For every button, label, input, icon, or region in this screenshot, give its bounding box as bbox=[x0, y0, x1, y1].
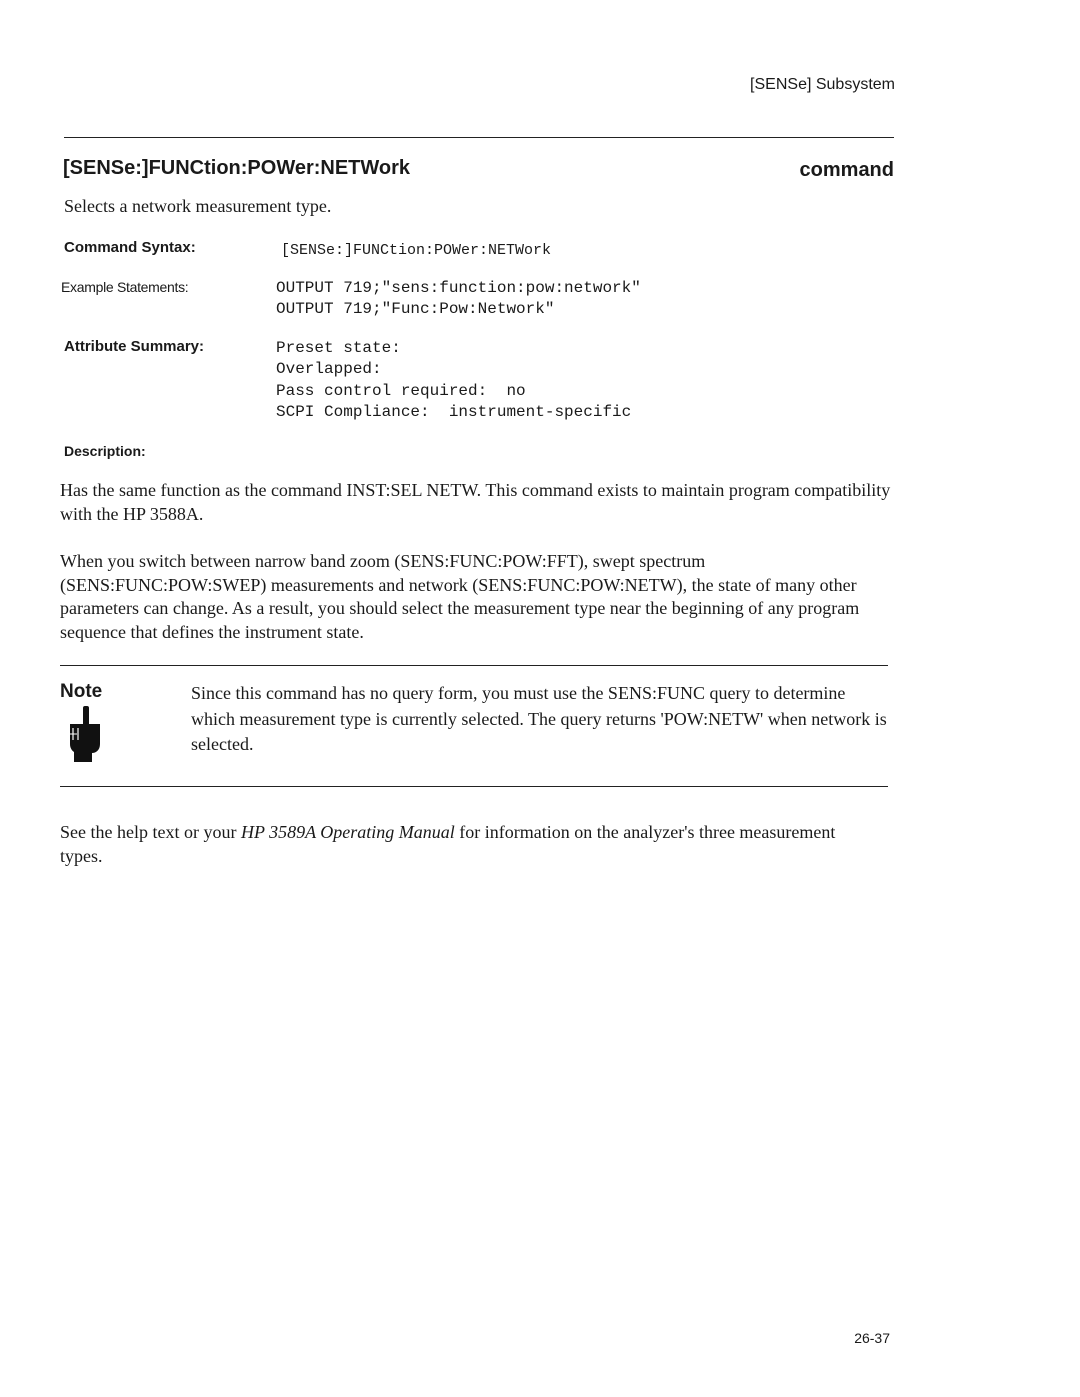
examples-label: Example Statements: bbox=[61, 279, 189, 295]
description-paragraph-1: Has the same function as the command INST:SEL NETW. This command exists to maintain program compatibility with the HP 3588A. bbox=[60, 480, 891, 524]
note-top-rule bbox=[60, 665, 888, 666]
command-summary: Selects a network measurement type. bbox=[64, 196, 332, 216]
attributes-label: Attribute Summary: bbox=[64, 338, 205, 355]
note-bottom-rule bbox=[60, 786, 888, 787]
note-label: Note bbox=[60, 681, 103, 702]
see-also-before: See the help text or your bbox=[60, 822, 241, 842]
syntax-value: [SENSe:]FUNCtion:POWer:NETWork bbox=[281, 242, 552, 259]
description-paragraph bbox=[60, 479, 900, 526]
running-header: [SENSe] Subsystem bbox=[750, 76, 895, 93]
attribute-line: SCPI Compliance: instrument-specific bbox=[276, 403, 632, 421]
command-title: [SENSe:]FUNCtion:POWer:NETWork bbox=[63, 157, 411, 179]
attribute-line: Overlapped: bbox=[276, 360, 382, 378]
example-line: OUTPUT 719;"sens:function:pow:network" bbox=[276, 279, 641, 297]
command-kind: command bbox=[799, 159, 894, 181]
attribute-line: Preset state: bbox=[276, 339, 401, 357]
page-number: 26-37 bbox=[854, 1330, 890, 1346]
description-paragraph-2: When you switch between narrow band zoom (SENS:FUNC:POW:FFT), swept spectrum (SENS:FUNC:POW:SWEP) measurements and network (SENS:FUNC:POW:NETW), the state of many other parameters can change. As a result, you should select the measurement type near the beginning of any program sequence that defines the instrument state. bbox=[60, 551, 860, 642]
note-text: Since this command has no query form, you must use the SENS:FUNC query to determine which measurement type is currently selected. The query returns 'POW:NETW' when network is selected. bbox=[191, 683, 887, 754]
syntax-label: Command Syntax: bbox=[64, 239, 196, 256]
description-label: Description: bbox=[64, 443, 146, 459]
manual-title: HP 3589A Operating Manual bbox=[240, 822, 455, 842]
see-also-after: for information on the analyzer's three measurement types. bbox=[60, 822, 836, 866]
title-rule bbox=[64, 137, 894, 138]
example-line: OUTPUT 719;"Func:Pow:Network" bbox=[276, 300, 555, 318]
description-paragraph bbox=[60, 550, 900, 644]
attribute-line: Pass control required: no bbox=[276, 382, 526, 400]
see-also-text bbox=[60, 821, 860, 868]
see-also-paragraph bbox=[60, 821, 860, 868]
pointing-hand-icon bbox=[64, 706, 104, 762]
